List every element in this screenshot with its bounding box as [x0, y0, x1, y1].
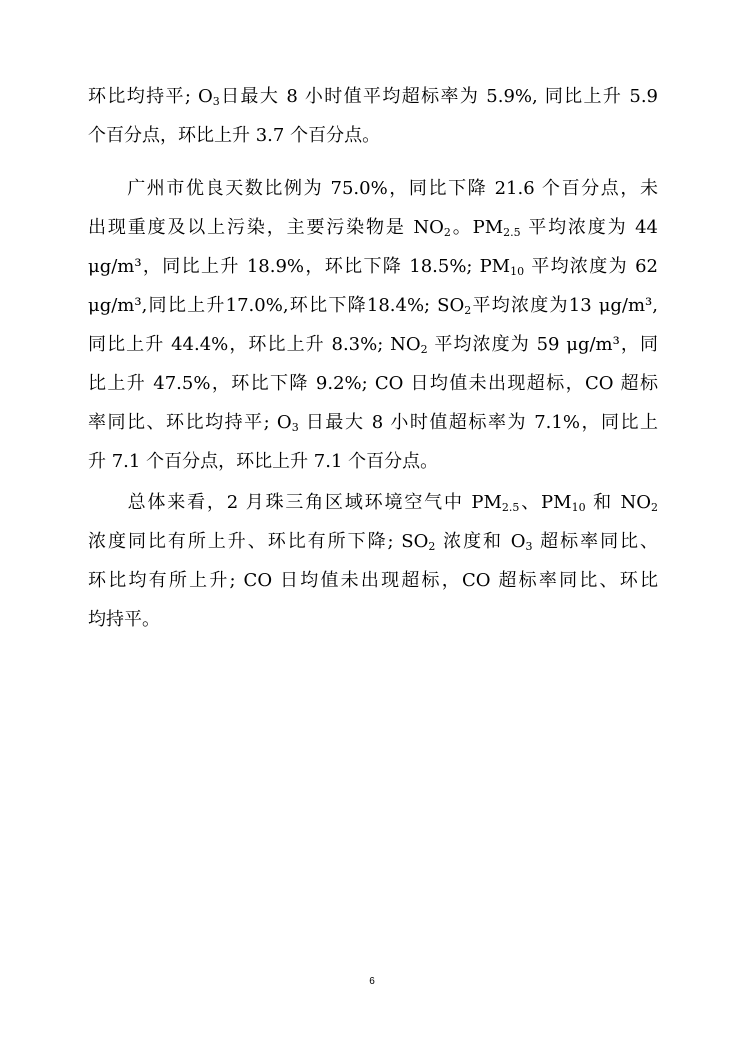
text-line: 总体来看，2 月珠三角区域环境空气中 $PM_{2.5}$、$PM_{10}$ 和 $NO_2$ — [88, 492, 658, 514]
text-line: 升 7.1 个百分点，环比上升 7.1 个百分点。 — [88, 451, 439, 472]
text-line: 广州市优良天数比例为 75.0%，同比下降 21.6 个百分点，未 — [88, 178, 658, 199]
text-line: μg/m³，同比上升 18.9%，环比下降 18.5%; $PM_{10}$ 平均浓度为 62 — [88, 256, 658, 278]
paragraph-summary-continued — [88, 77, 658, 155]
text-line: 比上升 47.5%，环比下降 9.2%; CO 日均值未出现超标，CO 超标 — [88, 373, 658, 394]
text-line: 个百分点，环比上升 3.7 个百分点。 — [88, 125, 381, 146]
paragraph-guangzhou — [88, 169, 658, 481]
text-line: 浓度同比有所上升、环比有所下降; $SO_2$ 浓度和 $O_3$ 超标率同比、 — [88, 531, 659, 553]
text-line: 率同比、环比均持平; $O_3$ 日最大 8 小时值超标率为 7.1%，同比上 — [88, 412, 658, 434]
text-line: 出现重度及以上污染，主要污染物是 $NO_2$。$PM_{2.5}$ 平均浓度为 44 — [88, 217, 658, 239]
text-line: 环比均持平; $O_3$日最大 8 小时值平均超标率为 5.9%, 同比上升 5.9 — [88, 86, 659, 108]
text-line: μg/m³,同比上升17.0%,环比下降18.4%; $SO_2$平均浓度为13 μg/m³, — [88, 295, 658, 317]
paragraph-overall — [88, 483, 658, 639]
page-number: 6 — [369, 976, 375, 987]
text-line: 同比上升 44.4%，环比上升 8.3%; $NO_2$ 平均浓度为 59 μg/m³，同 — [88, 334, 658, 356]
text-line: 环比均有所上升; CO 日均值未出现超标，CO 超标率同比、环比 — [88, 570, 658, 591]
text-line: 均持平。 — [88, 609, 160, 630]
